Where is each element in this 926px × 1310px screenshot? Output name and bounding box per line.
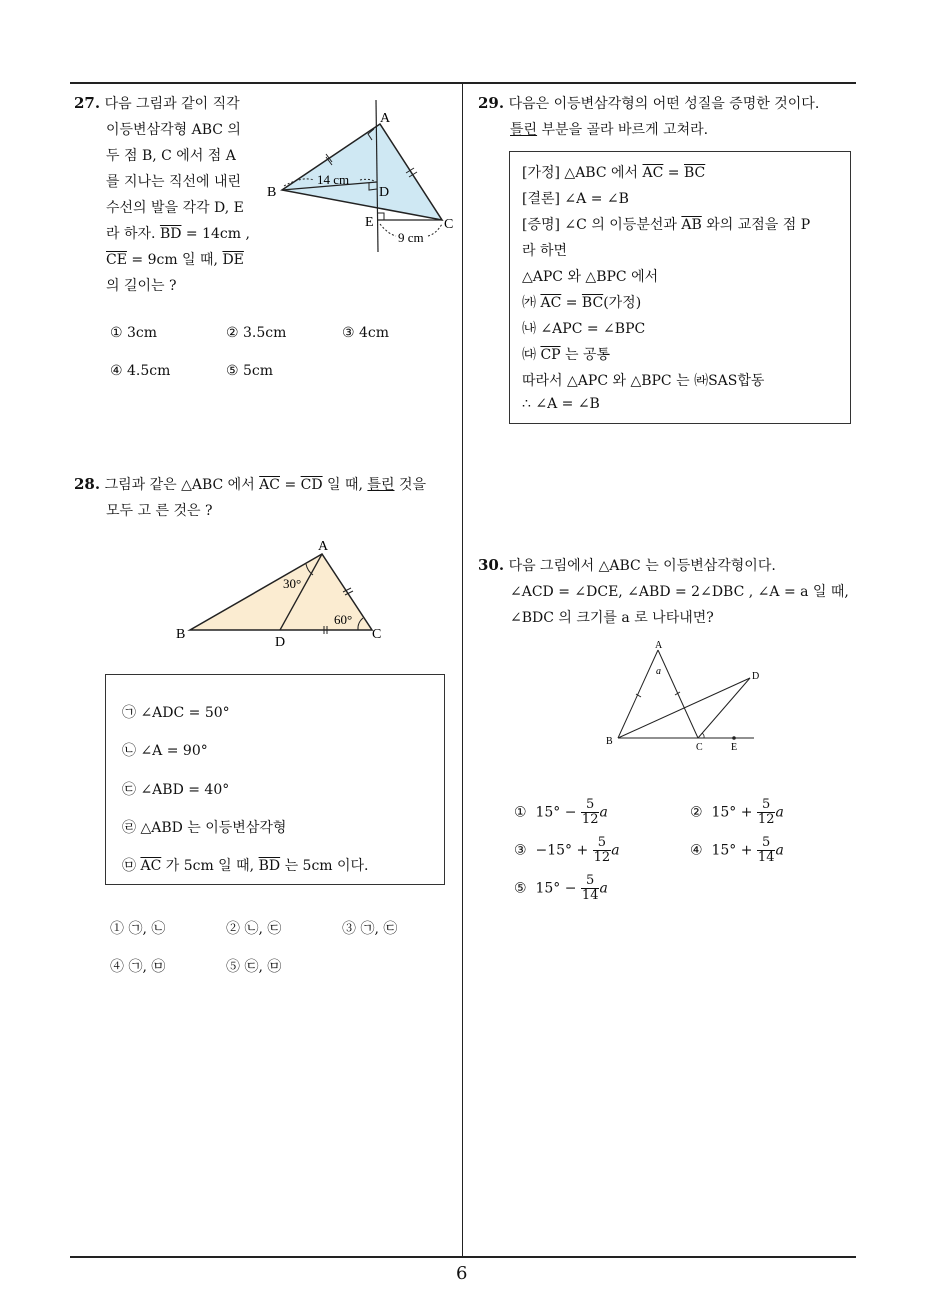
q29-text: 29. 다음은 이등변삼각형의 어떤 성질을 증명한 것이다. 틀린 부분을 골라 바르게 고쳐라. xyxy=(478,94,820,138)
label-9cm: 9 cm xyxy=(398,230,424,245)
statement-5: ㉤ $\overline{AC}$ 가 5cm 일 때, $\overline{BD}$ 는 5cm 이다. xyxy=(122,858,369,874)
q27-number: 27. xyxy=(74,94,101,112)
q27-line: 수선의 발을 각각 D, E xyxy=(106,200,244,216)
q27-choice-3[interactable]: ③ 4cm xyxy=(342,325,390,341)
proof-line: ㈏ ∠APC = ∠BPC xyxy=(522,321,646,337)
statement-4: ㉣ △ABD 는 이등변삼각형 xyxy=(122,820,287,836)
q28-choice-1[interactable]: ① ㉠, ㉡ xyxy=(110,921,166,937)
segment-ac: $\overline{AC}$ xyxy=(259,477,280,493)
label-14cm: 14 cm xyxy=(317,172,350,187)
label-c: C xyxy=(444,217,454,232)
q28-number: 28. xyxy=(74,475,101,493)
label-e: E xyxy=(731,742,738,753)
q27-choice-5[interactable]: ⑤ 5cm xyxy=(226,363,274,379)
q29-number: 29. xyxy=(478,94,505,112)
label-c: C xyxy=(696,742,703,753)
label-b: B xyxy=(606,736,613,747)
q30-number: 30. xyxy=(478,556,505,574)
label-d: D xyxy=(379,185,390,200)
q30-choice-3[interactable]: ③ −15° + $\frac{5}{12}$ a xyxy=(514,835,620,865)
q27-choice-4[interactable]: ④ 4.5cm xyxy=(110,363,171,379)
segment-ce: $\overline{CE}$ xyxy=(106,252,127,268)
q30-text: 30. 다음 그림에서 △ABC 는 이등변삼각형이다. ∠ACD = ∠DCE, ∠ABD = 2∠DBC , ∠A = a 일 때, ∠BDC 의 크기를 a 로 나타내면? xyxy=(478,552,862,631)
top-rule xyxy=(70,82,856,84)
column-divider xyxy=(462,82,463,1257)
q27-line: 라 하자. $\overline{BD} = 14cm$ , xyxy=(106,226,250,242)
q30-figure xyxy=(600,636,770,756)
statement-2: ㉡ ∠A = 90° xyxy=(122,743,208,759)
label-60: 60° xyxy=(334,612,353,627)
q27-text xyxy=(74,90,277,299)
segment-de: $\overline{DE}$ xyxy=(222,252,244,268)
q29-proof-box xyxy=(509,151,851,424)
proof-line: 라 하면 xyxy=(522,243,568,259)
q30-choice-4[interactable]: ④ 15° + $\frac{5}{14}$ a xyxy=(690,835,784,865)
label-30: 30° xyxy=(283,576,302,591)
q28-choice-3[interactable]: ③ ㉠, ㉢ xyxy=(342,921,398,937)
q27-line: $\overline{CE} = 9cm$ 일 때, $\overline{DE}$ xyxy=(106,252,244,268)
q27-choice-2[interactable]: ② 3.5cm xyxy=(226,325,287,341)
label-d: D xyxy=(752,671,760,682)
q28-choice-2[interactable]: ② ㉡, ㉢ xyxy=(226,921,282,937)
q27-line: 를 지나는 직선에 내린 xyxy=(106,174,242,190)
label-angle-a: a xyxy=(656,666,661,677)
proof-line: ㈐ $\overline{CP}$ 는 공통 xyxy=(522,347,611,363)
underlined-wrong: 틀린 xyxy=(367,477,395,493)
proof-line: ㈎ $\overline{AC} = \overline{BC}$(가정) xyxy=(522,295,642,311)
label-e: E xyxy=(365,215,374,230)
segment-cd: $\overline{CD}$ xyxy=(300,477,323,493)
proof-line: 따라서 △APC 와 △BPC 는 ㈑SAS합동 xyxy=(522,373,765,389)
proof-line: △APC 와 △BPC 에서 xyxy=(522,269,659,285)
statement-3: ㉢ ∠ABD = 40° xyxy=(122,782,230,798)
q28-statement-box xyxy=(105,674,445,885)
label-b: B xyxy=(267,185,277,200)
statement-1: ㉠ ∠ADC = 50° xyxy=(122,705,230,721)
underlined-wrong: 틀린 xyxy=(510,122,538,138)
bottom-rule xyxy=(70,1256,856,1258)
proof-line: [가정] △ABC 에서 $\overline{AC} = \overline{BC}$ xyxy=(522,165,706,181)
q28-figure xyxy=(170,534,400,652)
triangle-abc xyxy=(282,124,442,220)
q30-line2: ∠ACD = ∠DCE, ∠ABD = 2∠DBC , ∠A = a 일 때, xyxy=(510,584,849,600)
label-a: A xyxy=(318,539,329,554)
q28-line2: 모두 고 른 것은 ? xyxy=(106,503,213,519)
q27-line: 의 길이는 ? xyxy=(106,278,177,294)
q30-choice-5[interactable]: ⑤ 15° − $\frac{5}{14}$ a xyxy=(514,873,608,903)
q27-choice-1[interactable]: ① 3cm xyxy=(110,325,158,341)
q28-choice-5[interactable]: ⑤ ㉢, ㉤ xyxy=(226,959,282,975)
label-a: A xyxy=(380,111,391,126)
segment-bd: $\overline{BD}$ xyxy=(159,226,182,242)
q28-text: 28. 그림과 같은 △ABC 에서 $\overline{AC} = \overline{CD}$ 일 때, 틀린 것을 모두 고 른 것은 ? xyxy=(74,471,458,524)
label-c: C xyxy=(372,627,382,642)
q27-figure xyxy=(262,96,462,256)
proof-line: [증명] ∠C 의 이등분선과 $\overline{AB}$ 와의 교점을 점 P xyxy=(522,217,811,233)
label-d: D xyxy=(275,635,286,650)
proof-line: ∴ ∠A = ∠B xyxy=(522,396,600,412)
q27-line: 두 점 B, C 에서 점 A xyxy=(106,148,236,164)
q30-choice-1[interactable]: ① 15° − $\frac{5}{12}$ a xyxy=(514,797,608,827)
q27-line: 이등변삼각형 ABC 의 xyxy=(106,122,241,138)
q30-choice-2[interactable]: ② 15° + $\frac{5}{12}$ a xyxy=(690,797,784,827)
q27-line: 다음 그림과 같이 직각 xyxy=(104,96,240,112)
page-number: 6 xyxy=(456,1263,468,1284)
label-a: A xyxy=(655,640,663,651)
proof-line: [결론] ∠A = ∠B xyxy=(522,191,629,207)
label-b: B xyxy=(176,627,186,642)
q28-choice-4[interactable]: ④ ㉠, ㉤ xyxy=(110,959,166,975)
q30-line3: ∠BDC 의 크기를 a 로 나타내면? xyxy=(510,610,714,626)
